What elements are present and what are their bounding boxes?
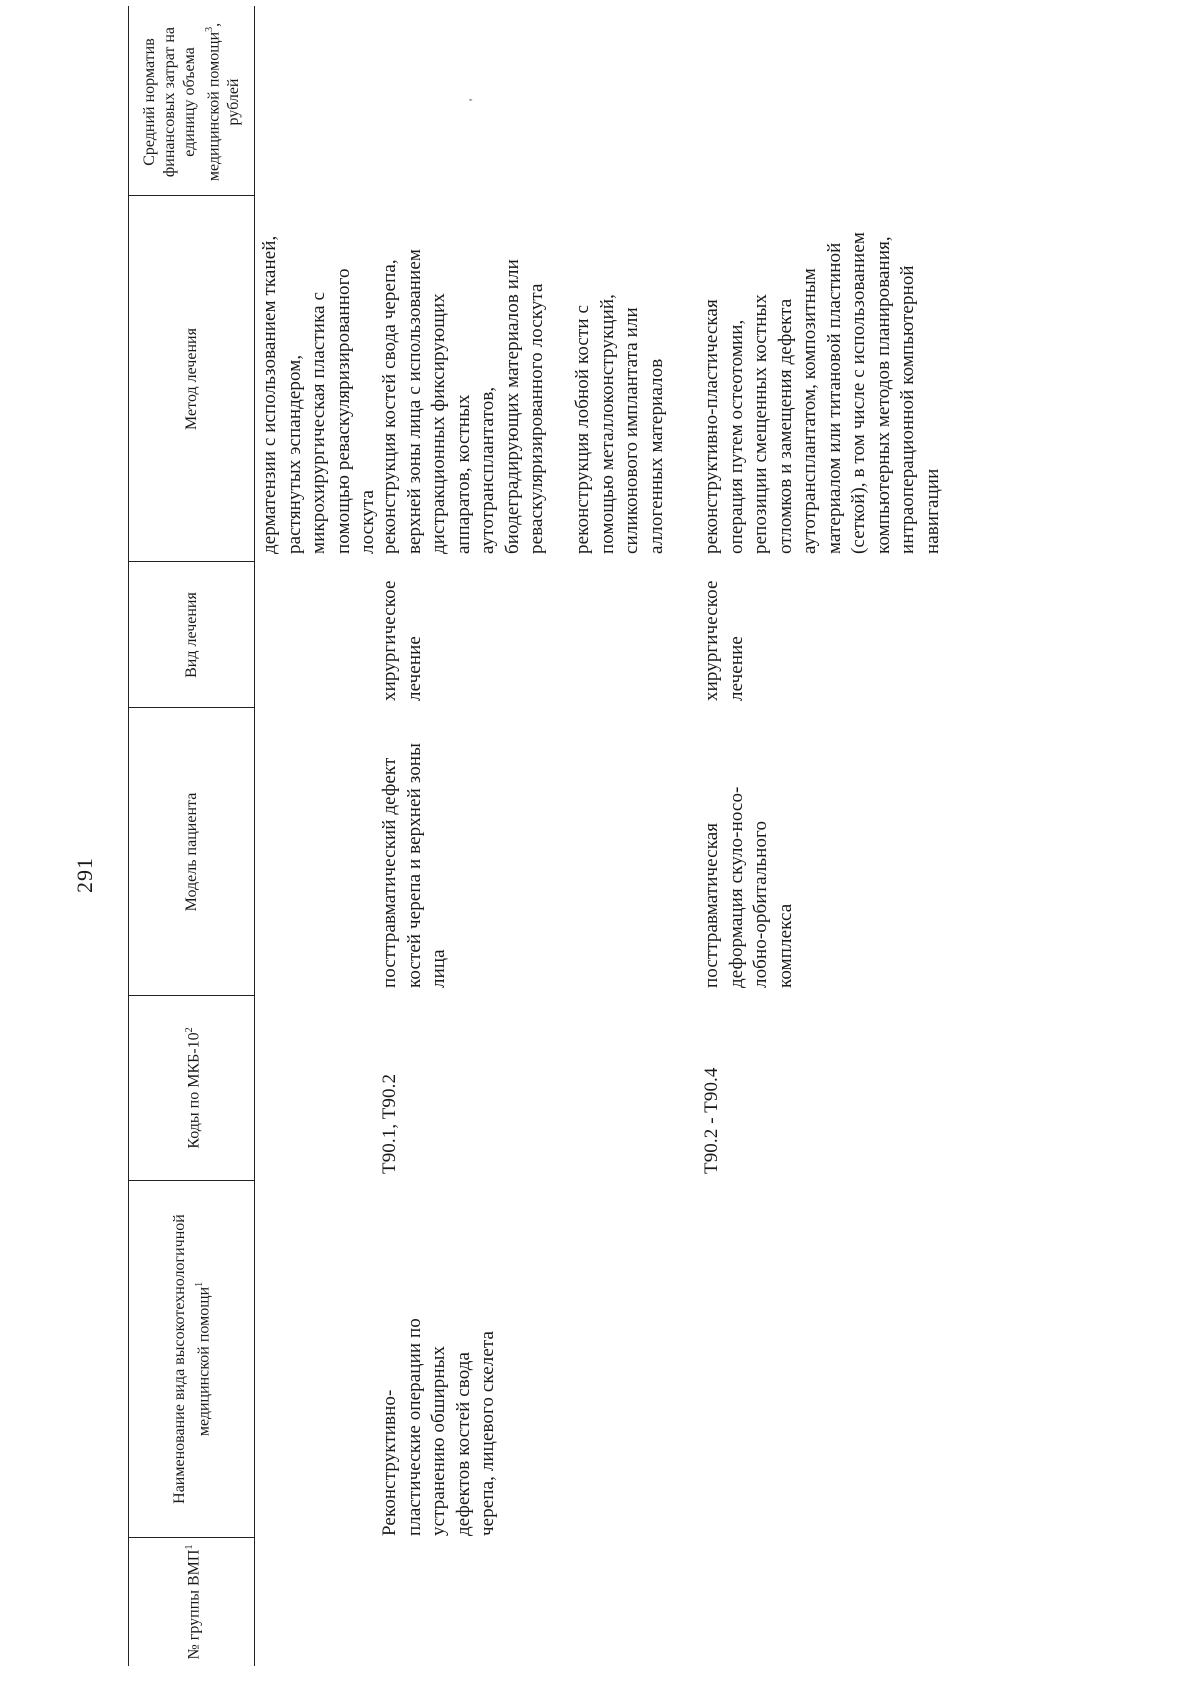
icd-codes-cell: T90.2 - T90.4 xyxy=(701,1067,722,1174)
method-cell: реконструкция лобной кости с помощью металлоконструкций, силиконового имплантата или аллогенных материалов xyxy=(572,294,667,554)
header-vmp-name-text: Наименование вида высокотехнологичной медицинской помощи xyxy=(170,1214,213,1504)
header-treatment-method-text: Метод лечения xyxy=(183,328,200,430)
treatment-type-cell: хирургическое лечение xyxy=(701,580,747,701)
method-cell: реконструкция костей свода черепа, верхней зоны лица с использованием дистракционных фиксирующих аппаратов, костных аутотрансплантатов, биодеградирующих материалов или реваскуляризированного лоскута xyxy=(379,249,547,554)
scan-speck: ' xyxy=(466,98,480,101)
header-cost-norm-text: Средний норматив финансовых затрат на единицу объема медицинской помощи xyxy=(140,26,223,182)
footnote-marker: 1 xyxy=(183,1544,195,1550)
page-number: 291 xyxy=(72,857,97,893)
column-divider xyxy=(128,195,254,196)
footnote-marker: 3 xyxy=(203,26,215,32)
header-icd-codes xyxy=(134,999,250,1177)
header-cost-norm-tail: , рублей xyxy=(205,22,243,126)
patient-model-cell: посттравматическая деформация скуло-носо- лобно-орбитального комплекса xyxy=(701,786,796,988)
header-patient-model-text: Модель пациента xyxy=(183,792,200,912)
treatment-type-cell: хирургическое лечение xyxy=(379,580,425,701)
header-treatment-method xyxy=(134,200,250,558)
footnote-marker: 2 xyxy=(183,1027,195,1033)
header-group-no xyxy=(134,1542,250,1662)
icd-codes-cell: T90.1, T90.2 xyxy=(379,1073,400,1174)
column-divider xyxy=(128,707,254,708)
column-divider xyxy=(128,1180,254,1181)
header-cost-norm xyxy=(134,12,250,192)
method-cell: реконструктивно-пластическая операция путем остеотомии, репозиции смещенных костных отломков и замещения дефекта аутотрансплантатом, композитным материалом или титановой пластиной (сеткой), в том числе с использованием компьютерных методов планирования, интраоперационной компьютерной навигации xyxy=(701,232,943,554)
table-header-bottom-rule xyxy=(254,6,255,1666)
header-icd-codes-text: Коды по МКБ-10 xyxy=(185,1032,203,1149)
column-divider xyxy=(128,561,254,562)
footnote-marker: 1 xyxy=(193,1281,205,1287)
patient-model-cell: посттравматический дефект костей черепа и верхней зоны лица xyxy=(379,743,449,988)
column-divider xyxy=(128,1537,254,1538)
header-patient-model xyxy=(134,712,250,992)
method-cell-continuation: дерматензии с использованием тканей, растянутых эспандером, микрохирургическая пластика с помощью реваскуляризированного лоскута xyxy=(259,235,378,554)
header-treatment-type-text: Вид лечения xyxy=(183,592,200,678)
header-vmp-name xyxy=(134,1184,250,1534)
header-treatment-type xyxy=(134,566,250,704)
table-top-rule xyxy=(128,6,129,1666)
column-divider xyxy=(128,995,254,996)
header-group-no-text: № группы ВМП xyxy=(185,1549,203,1660)
vmp-name-cell: Реконструктивно- пластические операции по устранению обширных дефектов костей свода черепа, лицевого скелета xyxy=(379,1318,498,1536)
